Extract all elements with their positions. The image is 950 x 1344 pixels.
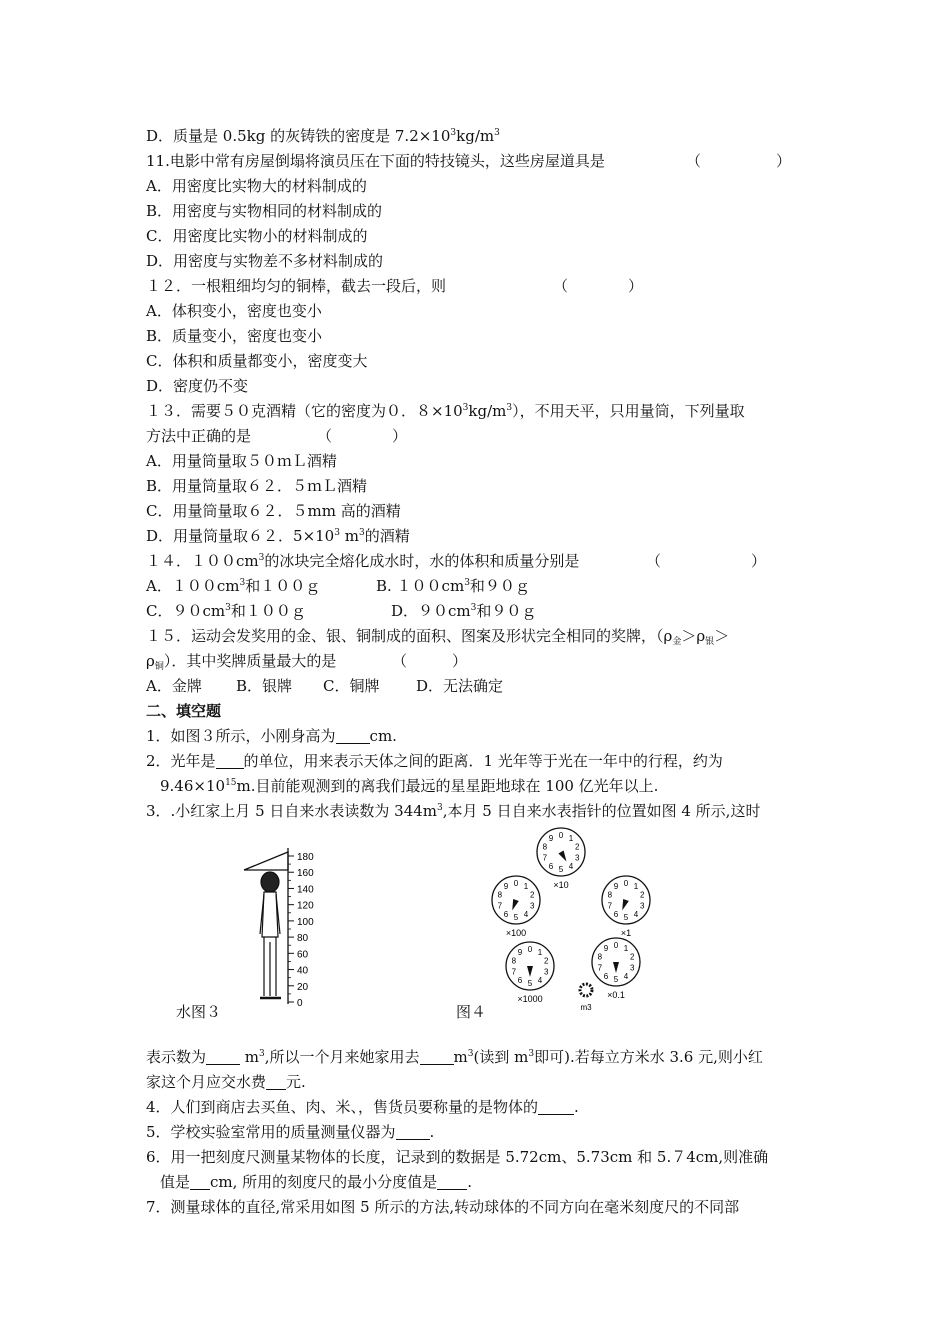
dial-digit: 8 — [597, 952, 603, 962]
meter-dial — [537, 828, 585, 890]
dial-digit: 5 — [613, 975, 619, 984]
dial-digit: 6 — [603, 971, 609, 981]
dial-digit: 2 — [629, 952, 635, 962]
q11-option-b: B．用密度与实物相同的材料制成的 — [146, 202, 383, 220]
dial-digit: 7 — [542, 853, 548, 863]
dial-digit: 9 — [517, 948, 523, 958]
answer-blank[interactable] — [420, 1049, 454, 1065]
meter-gear-icon — [580, 984, 592, 996]
section-title-fill-blank: 二、填空题 — [146, 702, 222, 720]
dial-digit: 7 — [497, 901, 503, 911]
dial-digit: 0 — [527, 945, 533, 954]
dial-digit: 7 — [597, 963, 603, 973]
q11-stem: 11.电影中常有房屋倒塌将演员压在下面的特技镜头，这些房屋道具是 — [146, 152, 605, 170]
dial-digit: 5 — [513, 913, 519, 922]
dial-digit: 8 — [497, 890, 503, 900]
q13-option-d: D．用量筒量取６２．$5\times 10^3$ $m^3$的酒精 — [146, 527, 410, 545]
ruler-tick-label: 100 — [297, 916, 314, 928]
dial-digit: 6 — [517, 975, 523, 985]
dial-digit: 4 — [523, 909, 529, 919]
ruler-tick-label: 20 — [297, 981, 309, 993]
set-square-shape — [244, 852, 288, 870]
answer-blank[interactable] — [190, 1174, 210, 1190]
q15-answer-paren: （ ） — [392, 652, 468, 670]
meter-dial — [492, 876, 540, 938]
meter-dial — [602, 876, 650, 938]
q14-option-d: D．$90cm^3$和９０ｇ — [391, 602, 537, 620]
dial-digit: 4 — [633, 909, 639, 919]
q10-option-d: D．质量是 0.5kg 的灰铸铁的密度是 $7.2\times 10^3kg/m^3$ — [146, 127, 500, 145]
dial-digit: 7 — [511, 967, 517, 977]
dial-digit: 5 — [558, 865, 564, 874]
ruler-tick-label: 180 — [297, 852, 314, 863]
figure-3-height-ruler — [230, 842, 330, 1010]
dial-digit: 3 — [629, 963, 635, 973]
dial-digit: 1 — [633, 882, 639, 892]
q13-option-a: A．用量筒量取５０ｍＬ酒精 — [146, 452, 337, 470]
dial-digit: 4 — [568, 861, 574, 871]
person-figure — [260, 872, 281, 998]
fill-question-3-line2: 表示数为 $m^3$,所以一个月来她家用去 $m^3$(读到 $m^3$即可).若每立方米水 3.6 元,则小红 — [146, 1048, 763, 1066]
dial-digit: 3 — [574, 853, 580, 863]
fill-question-5: 5．学校实验室常用的质量测量仪器为 . — [146, 1123, 435, 1141]
dial-digit: 2 — [639, 890, 645, 900]
fill-question-7: 7．测量球体的直径,常采用如图 5 所示的方法,转动球体的不同方向在毫米刻度尺的不同部 — [146, 1198, 740, 1216]
q13-option-c: C．用量筒量取６２．５mm 高的酒精 — [146, 502, 401, 520]
ruler-tick-label: 120 — [297, 900, 314, 912]
q13-option-b: B．用量筒量取６２．５ｍＬ酒精 — [146, 477, 368, 495]
dial-digit: 0 — [623, 879, 629, 888]
dial-digit: 8 — [607, 890, 613, 900]
fill-question-3-line3: 家这个月应交水费 元. — [146, 1073, 306, 1091]
fill-question-3: 3．.小红家上月 5 日自来水表读数为 $344m^3$,本月 5 日自来水表指针的位置如图 4 所示,这时 — [146, 802, 761, 820]
q15-option-c: C．铜牌 — [323, 677, 380, 695]
q14-option-b: B. $100cm^3$和９０ｇ — [376, 577, 530, 595]
dial-digit: 8 — [542, 842, 548, 852]
dial-digit: 9 — [548, 834, 554, 844]
q12-option-a: A．体积变小，密度也变小 — [146, 302, 322, 320]
dial-digit: 9 — [603, 944, 609, 954]
fill-question-2: 2．光年是 的单位，用来表示天体之间的距离．1 光年等于光在一年中的行程，约为 — [146, 752, 723, 770]
ruler-tick-label: 80 — [297, 933, 309, 945]
dial-digit: 5 — [527, 979, 533, 988]
fill-question-1: 1．如图３所示，小刚身高为 cm. — [146, 727, 397, 745]
dial-digit: 0 — [558, 831, 564, 840]
q15-option-d: D．无法确定 — [416, 677, 504, 695]
meter-dial — [506, 942, 554, 1004]
q14-option-c: C．$90cm^3$和１００ｇ — [146, 602, 306, 620]
q14-option-a: A．$100cm^3$和１００ｇ — [146, 577, 321, 595]
ruler-tick-label: 40 — [297, 965, 309, 977]
dial-digit: 5 — [623, 913, 629, 922]
dial-digit: 1 — [523, 882, 529, 892]
water-meter-drawing — [486, 818, 686, 1018]
q15-option-b: B．银牌 — [236, 677, 293, 695]
fill-question-4: 4．人们到商店去买鱼、肉、米、，售货员要称量的是物体的 . — [146, 1098, 579, 1116]
q14-answer-paren: （ ） — [646, 552, 767, 570]
dial-multiplier-label: ×100 — [505, 928, 527, 938]
dial-digit: 6 — [613, 909, 619, 919]
figure-4-water-meter — [486, 818, 686, 1018]
figure-3-caption: 水图３ — [176, 1003, 222, 1021]
dial-digit: 0 — [513, 879, 519, 888]
dial-digit: 1 — [537, 948, 543, 958]
q12-option-b: B．质量变小，密度也变小 — [146, 327, 323, 345]
q12-answer-paren: （ ） — [553, 277, 644, 295]
meter-dial — [592, 938, 640, 1000]
dial-digit: 4 — [537, 975, 543, 985]
answer-blank[interactable] — [396, 1124, 430, 1140]
dial-digit: 0 — [613, 941, 619, 950]
q11-option-c: C．用密度比实物小的材料制成的 — [146, 227, 368, 245]
height-ruler-drawing — [230, 842, 330, 1010]
dial-digit: 4 — [623, 971, 629, 981]
q15-option-a: A．金牌 — [146, 677, 202, 695]
dial-digit: 1 — [568, 834, 574, 844]
dial-multiplier-label: ×1000 — [517, 994, 543, 1004]
q11-answer-paren: （ ） — [686, 152, 792, 170]
dial-digit: 9 — [503, 882, 509, 892]
dial-multiplier-label: ×10 — [553, 880, 569, 890]
answer-blank[interactable] — [266, 1074, 286, 1090]
q11-option-d: D．用密度与实物差不多材料制成的 — [146, 252, 384, 270]
q15-stem: １５．运动会发奖用的金、银、铜制成的面积、图案及形状完全相同的奖牌，（$\rho_金>\rho_银>$ — [146, 627, 730, 647]
q13-stem: １３．需要５０克酒精（它的密度为０．$8\times 10^3kg/m^3$），不用天平，只用量筒，下列量取 — [146, 402, 745, 420]
answer-blank[interactable] — [336, 728, 370, 744]
dial-digit: 2 — [574, 842, 580, 852]
fill-question-6-line2: 值是 cm, 所用的刻度尺的最小分度值是 . — [160, 1173, 472, 1191]
answer-blank[interactable] — [437, 1174, 467, 1190]
ruler-tick-label: 160 — [297, 868, 314, 880]
q12-option-c: C．体积和质量都变小，密度变大 — [146, 352, 368, 370]
dial-digit: 2 — [543, 956, 549, 966]
figure-4-caption: 图４ — [456, 1003, 487, 1021]
fill-question-2-line2: $9.46\times 10^{15}m$.目前能观测到的离我们最远的星星距地球在 100 亿光年以上. — [160, 777, 659, 795]
ruler-tick-label: 60 — [297, 949, 309, 961]
meter-unit-label: m3 — [580, 1003, 592, 1012]
ruler-tick-label: 140 — [297, 884, 314, 896]
dial-digit: 8 — [511, 956, 517, 966]
answer-blank[interactable] — [206, 1049, 240, 1065]
q13-answer-paren: （ ） — [317, 427, 408, 445]
dial-digit: 3 — [543, 967, 549, 977]
dial-digit: 7 — [607, 901, 613, 911]
answer-blank[interactable] — [538, 1099, 574, 1115]
dial-digit: 3 — [529, 901, 535, 911]
dial-digit: 1 — [623, 944, 629, 954]
dial-digit: 6 — [548, 861, 554, 871]
dial-digit: 2 — [529, 890, 535, 900]
q11-option-a: A．用密度比实物大的材料制成的 — [146, 177, 367, 195]
fill-question-6: 6．用一把刻度尺测量某物体的长度，记录到的数据是 5.72cm、5.73cm 和 5.７4cm,则准确 — [146, 1148, 769, 1166]
dial-multiplier-label: ×0.1 — [607, 990, 625, 1000]
q12-stem: １２．一根粗细均匀的铜棒，截去一段后，则 — [146, 277, 447, 295]
q12-option-d: D．密度仍不变 — [146, 377, 249, 395]
dial-digit: 6 — [503, 909, 509, 919]
q13-stem-line2: 方法中正确的是 — [146, 427, 252, 445]
q15-stem-line2: $\rho_铜$）．其中奖牌质量最大的是 — [146, 652, 337, 672]
ruler-tick-label: 0 — [297, 998, 303, 1009]
dial-multiplier-label: ×1 — [620, 928, 632, 938]
answer-blank[interactable] — [216, 753, 244, 769]
dial-digit: 9 — [613, 882, 619, 892]
dial-digit: 3 — [639, 901, 645, 911]
q14-stem: １４．$100cm^3$的冰块完全熔化成水时，水的体积和质量分别是 — [146, 552, 580, 570]
